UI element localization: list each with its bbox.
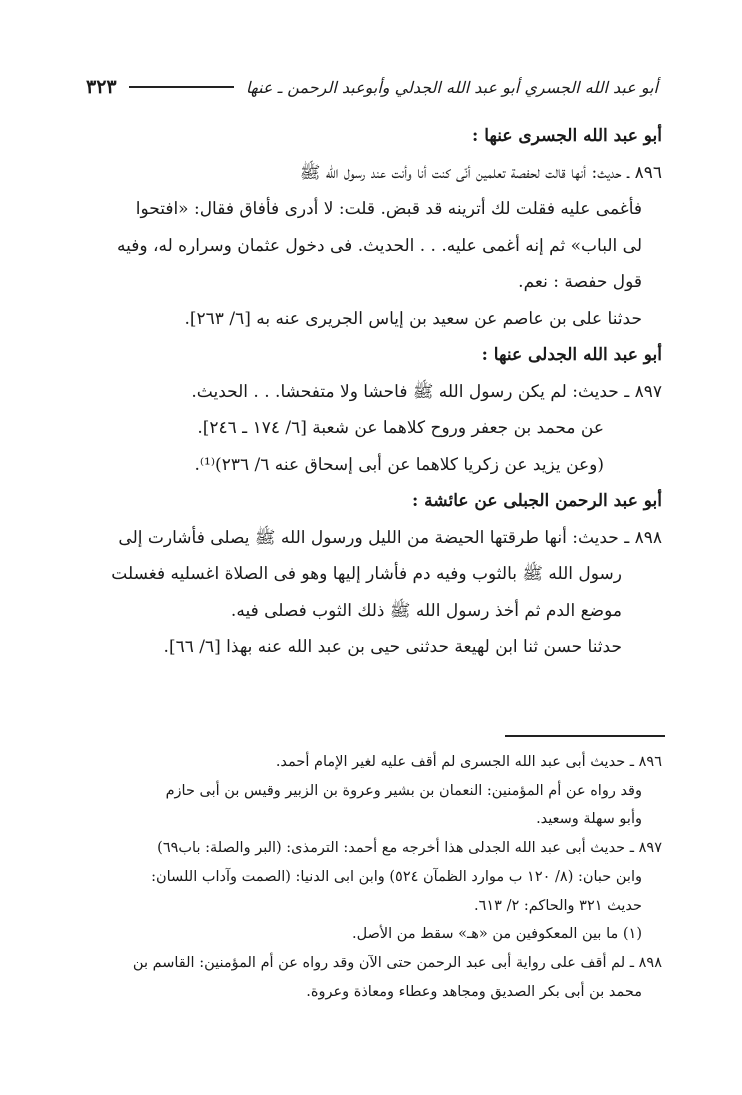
note-897-line-1: ٨٩٧ ـ حديث أبى عبد الله الجدلى هذا أخرجه مع أحمد: الترمذى: (البر والصلة: باب٦٩) xyxy=(157,840,662,857)
note-898-line-2: محمد بن أبى بكر الصديق ومجاهد وعطاء ومعاذة وعروة. xyxy=(306,983,642,1000)
running-header xyxy=(86,72,658,102)
footnotes xyxy=(96,748,662,1006)
hadith-898-line-3: موضع الدم ثم أخذ رسول الله ﷺ ذلك الثوب فصلى فيه. xyxy=(230,600,622,621)
hadith-896-line-3: لى الباب» ثم إنه أغمى عليه. . . الحديث. فى دخول عثمان وسراره له، وفيه xyxy=(116,235,642,256)
hadith-896-isnad: حدثنا على بن عاصم عن سعيد بن إياس الجريرى عنه به [٦/ ٢٦٣]. xyxy=(184,308,642,329)
note-897-line-3: حديث ٣٢١ والحاكم: ٢/ ٦١٣. xyxy=(473,897,642,914)
hadith-896-line-2: فأغمى عليه فقلت لك أترينه قد قبض. قلت: لا أدرى فأفاق فقال: «افتحوا xyxy=(135,199,642,219)
hadith-897-isnad-2: (وعن يزيد عن زكريا كلاهما عن أبى إسحاق عنه ٦/ ٢٣٦)⁽¹⁾. xyxy=(194,454,604,475)
note-1: (١) ما بين المعكوفين من «هـ» سقط من الأصل. xyxy=(352,926,642,943)
hadith-898-line-2: رسول الله ﷺ بالثوب وفيه دم فأشار إليها وهو فى الصلاة اغسليه فغسلت xyxy=(111,564,622,584)
hadith-896-line-1: ٨٩٦ ـ حديث: أنها قالت لحفصة تعلمين أنّى كنت أنا وأنت عند رسول الله ﷺ xyxy=(299,162,662,183)
footnote-separator xyxy=(505,735,665,737)
main-text xyxy=(96,118,662,666)
note-897-line-2: وابن حبان: (٨/ ١٢٠ ب موارد الظمآن ٥٢٤) وابن ابى الدنيا: (الصمت وآداب اللسان: xyxy=(151,868,642,885)
hadith-898-line-1: ٨٩٨ ـ حديث: أنها طرقتها الحيضة من الليل ورسول الله ﷺ يصلى فأشارت إلى xyxy=(118,527,662,548)
hadith-896-line-4: قول حفصة : نعم. xyxy=(518,272,642,292)
header-rule xyxy=(129,86,234,88)
running-title: أبو عبد الله الجسري أبو عبد الله الجدلي وأبوعبد الرحمن ـ عنها xyxy=(245,77,658,97)
note-896-line-1: ٨٩٦ ـ حديث أبى عبد الله الجسرى لم أقف عليه لغير الإمام أحمد. xyxy=(275,754,662,770)
hadith-897-line-1: ٨٩٧ ـ حديث: لم يكن رسول الله ﷺ فاحشا ولا متفحشا. . . الحديث. xyxy=(191,381,662,402)
section-heading-jadali: أبو عبد الله الجدلى عنها : xyxy=(481,345,662,365)
hadith-898-isnad: حدثنا حسن ثنا ابن لهيعة حدثنى حيى بن عبد الله عنه بهذا [٦/ ٦٦]. xyxy=(163,637,622,657)
note-898-line-1: ٨٩٨ ـ لم أقف على رواية أبى عبد الرحمن حتى الآن وقد رواه عن أم المؤمنين: القاسم بن xyxy=(132,954,662,971)
note-896-line-2: وقد رواه عن أم المؤمنين: النعمان بن بشير وعروة بن الزبير وقيس بن أبى حازم xyxy=(165,782,642,799)
page-number: ٣٢٣ xyxy=(86,76,117,98)
section-heading-jubuli: أبو عبد الرحمن الجبلى عن عائشة : xyxy=(411,491,662,511)
note-896-line-3: وأبو سهلة وسعيد. xyxy=(536,811,642,828)
section-heading-jasri: أبو عبد الله الجسرى عنها : xyxy=(472,126,662,146)
hadith-897-isnad-1: عن محمد بن جعفر وروح كلاهما عن شعبة [٦/ ١٧٤ ـ ٢٤٦]. xyxy=(197,418,604,438)
